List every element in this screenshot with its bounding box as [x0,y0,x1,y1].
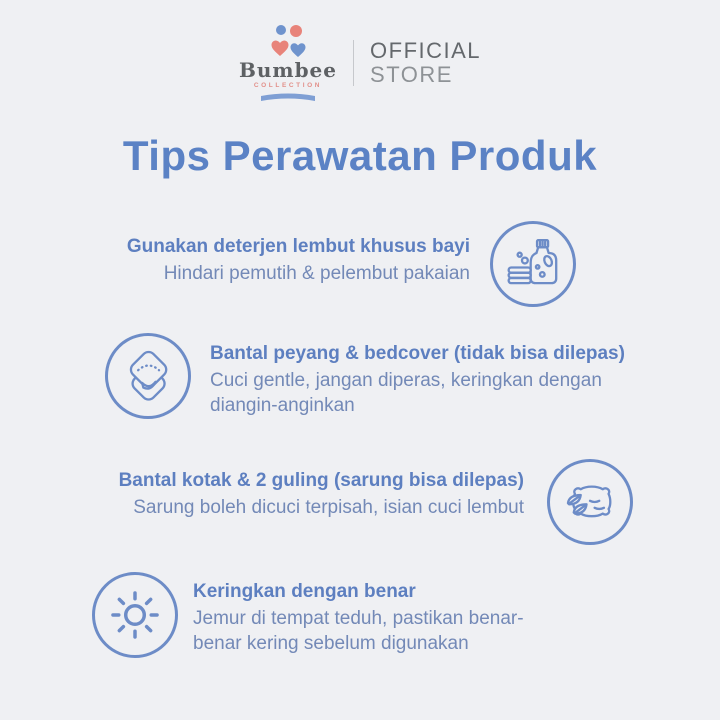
brand-logo [239,24,337,102]
store-text: STORE [370,61,453,87]
header [0,24,720,102]
bumbee-wordmark: Bumbee [238,58,338,82]
official-text: OFFICIAL [370,38,482,63]
tip-heading: Keringkan dengan benar [193,581,416,602]
tip-heading: Bantal peyang & bedcover (tidak bisa dilepas) [210,343,625,364]
tip-text-detergent [50,236,470,286]
detergent-bottle-icon [490,221,576,307]
tip-heading: Gunakan deterjen lembut khusus bayi [126,236,470,257]
tip-line: benar kering sebelum digunakan [193,633,469,654]
official-store-label [370,39,481,87]
tip-heading: Bantal kotak & 2 guling (sarung bisa dilepas) [118,470,524,491]
tip-text-drying [193,581,623,656]
header-divider [353,40,354,86]
tip-line: Sarung boleh dicuci terpisah, isian cuci lembut [133,497,524,518]
heart-icon [271,41,288,57]
heart-icon [290,43,305,57]
tip-text-bedcover [210,343,680,418]
tip-line: Hindari pemutih & pelembut pakaian [163,263,470,284]
tip-text-pillow [64,470,524,520]
pillow-feather-icon [547,459,633,545]
tip-line: diangin-anginkan [210,395,355,416]
bedcover-icon [105,333,191,419]
page-title: Tips Perawatan Produk [122,132,598,179]
ribbon-banner [259,92,317,102]
sun-icon [92,572,178,658]
tip-line: Jemur di tempat teduh, pastikan benar- [193,608,524,629]
collection-label: COLLECTION [253,82,323,89]
brand-logo-icon [267,24,309,58]
tip-line: Cuci gentle, jangan diperas, keringkan dengan [210,370,602,391]
